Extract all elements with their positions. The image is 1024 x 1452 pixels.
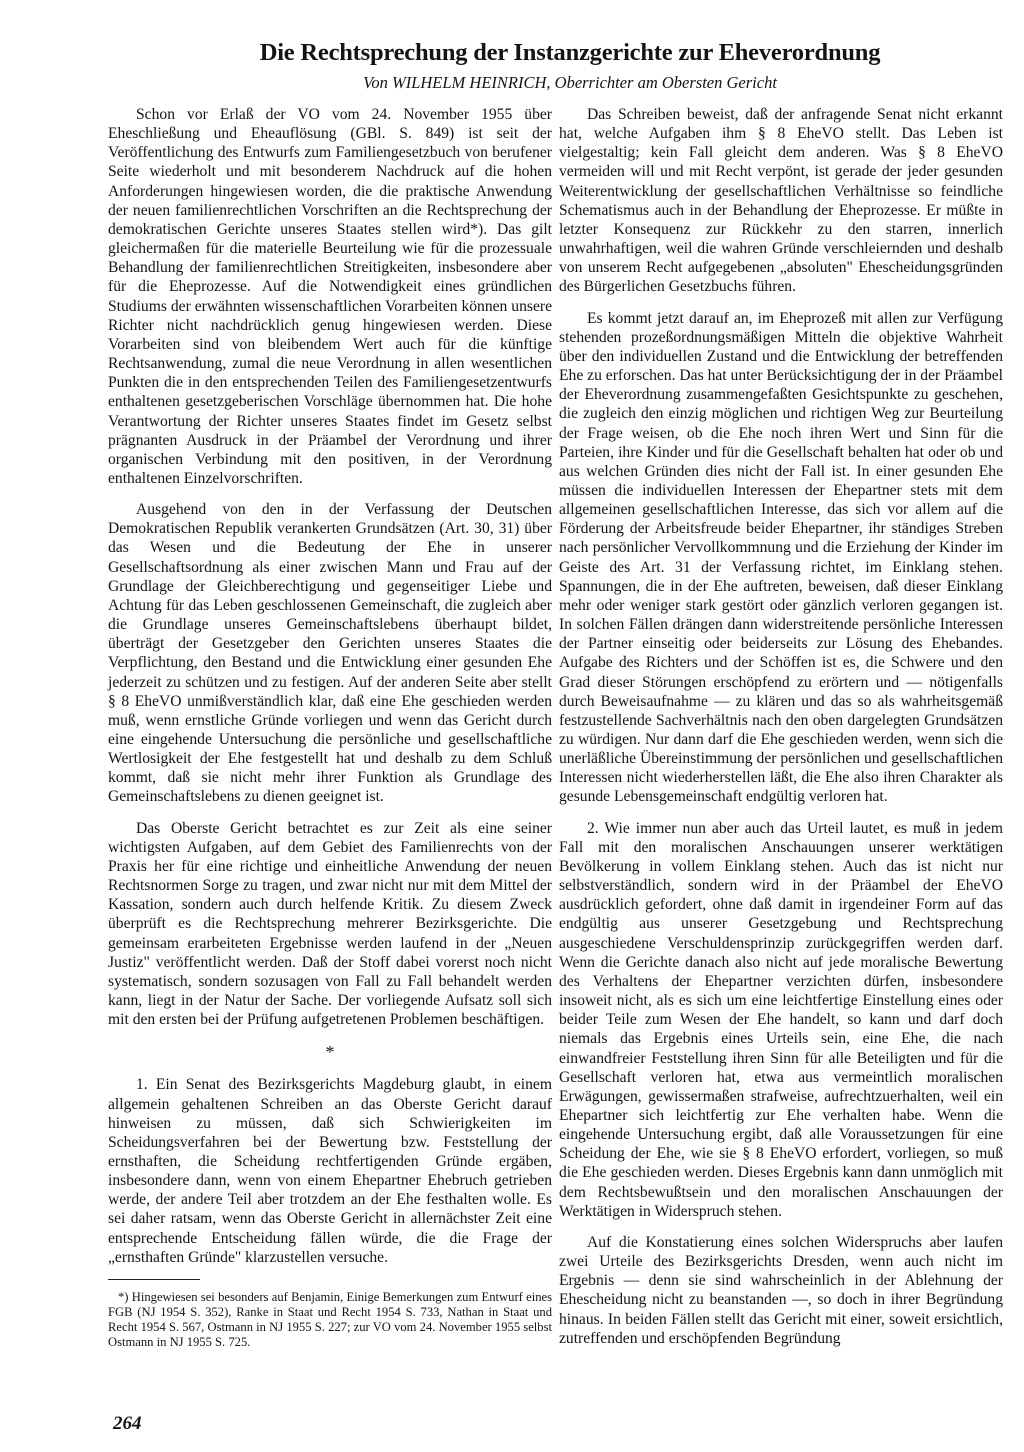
footnote-rule [108,1279,200,1280]
footnote: *) Hingewiesen sei besonders auf Benjamin, Einige Bemerkungen zum Entwurf eines FGB (NJ 1954 S. 352), Ranke in Staat und Recht 1954 S. 733, Nathan in Staat und Recht 1954 S. 567, Ostmann in NJ 1955 S. 227; zur VO vom 24. November 1955 selbst Ostmann in NJ 1955 S. 725. [108,1289,552,1349]
paragraph: Ausgehend von den in der Verfassung der Deutschen Demokratischen Republik verankerten Grundsätzen (Art. 30, 31) über das Wesen und die Bedeutung der Ehe in unserer Gesellschaftsordnung als einer zwischen Mann und Frau auf der Grundlage der Gleichberechtigung und gegenseitiger Liebe und Achtung für das Leben geschlossenen Gemeinschaft, die zugleich aber die Grundlage unseres Gemeinschaftslebens überhaupt bildet, überträgt der Gesetzgeber den Gerichten unseres Staates die Verpflichtung, den Bestand und die Entwicklung einer gesunden Ehe jederzeit zu schützen und zu festigen. Auf der anderen Seite aber stellt § 8 EheVO unmißverständlich klar, daß eine Ehe geschieden werden muß, wenn ernstliche Gründe vorliegen und wenn das Gericht durch eine eingehende Untersuchung die persönliche und gesellschaftliche Wertlosigkeit der Ehe festgestellt hat und deshalb zu dem Schluß kommt, daß sie nicht mehr ihrer Funktion als Grundlage des Gemeinschaftslebens zu dienen geeignet ist. [108,501,552,806]
paragraph: Auf die Konstatierung eines solchen Widerspruchs aber laufen zwei Urteile des Bezirksgerichts Dresden, wenn auch nicht im Ergebnis — denn sie sind wahrscheinlich in der Ablehnung der Ehescheidung nicht zu beanstanden —, so doch in ihrer Begründung hinaus. In beiden Fällen stellt das Gericht mit einer, soweit ersichtlich, zutreffenden und erschöpfenden Begründung [559,1233,1003,1347]
paragraph: Das Oberste Gericht betrachtet es zur Zeit als eine seiner wichtigsten Aufgaben, auf dem Gebiet des Familienrechts von der Praxis her für eine richtige und einheitliche Anwendung der neuen Rechtsnormen Sorge zu tragen, und zwar nicht nur mit dem Mittel der Kassation, sondern auch durch helfende Kritik. Zu diesem Zweck überprüft es die Rechtsprechung mehrerer Bezirksgerichte. Die gemeinsam erarbeiteten Ergebnisse werden laufend in der „Neuen Justiz" veröffentlicht werden. Daß der Stoff dabei vorerst noch nicht systematisch, sondern sozusagen von Fall zu Fall behandelt werden kann, liegt in der Natur der Sache. Der vorliegende Aufsatz soll sich mit den ersten bei der Prüfung aufgetretenen Problemen beschäftigen. [108,819,552,1029]
right-column [559,105,1003,1360]
paragraph: Schon vor Erlaß der VO vom 24. November 1955 über Eheschließung und Eheauflösung (GBl. S. 849) ist seit der Veröffentlichung des Entwurfs zum Familiengesetzbuch von berufener Seite wiederholt und mit besonderem Nachdruck auf die hohen Anforderungen hingewiesen worden, die die praktische Anwendung der neuen familienrechtlichen Vorschriften an die Rechtsprechung der demokratischen Gerichte unseres Staates stellen wird*). Das gilt gleichermaßen für die materielle Beurteilung wie für die prozessuale Behandlung der familienrechtlichen Streitigkeiten, insbesondere aber für die Eheprozesse. Auf die Notwendigkeit eines gründlichen Studiums der erwähnten wissenschaftlichen Vorarbeiten können unsere Richter nicht nachdrücklich genug hingewiesen werden. Diese Vorarbeiten sind von bleibendem Wert auch für die künftige Rechtsanwendung, zumal die neue Verordnung in allen wesentlichen Punkten die in den entsprechenden Teilen des Familiengesetzentwurfs enthaltenen gesetzgeberischen Vorschläge übernommen hat. Die hohe Verantwortung der Richter unseres Staates findet im Gesetz selbst prägnanten Ausdruck in der Präambel der Verordnung und ihrer organischen Verbindung mit den positiven, in der Verordnung enthaltenen Einzelvorschriften. [108,106,552,487]
paragraph: Das Schreiben beweist, daß der anfragende Senat nicht erkannt hat, welche Aufgaben ihm § 8 EheVO stellt. Das Leben ist vielgestaltig; kein Fall gleicht dem anderen. Was § 8 EheVO vermeiden will und mit Recht verpönt, ist gerade der jeder gesunden Weiterentwicklung der gesellschaftlichen Verhältnisse so feindliche Schematismus auch in der Behandlung der Eheprozesse. Er müßte in letzter Konsequenz zur Rückkehr zu den starren, innerlich unwahrhaftigen, weil die wahren Gründe verschleiernden und deshalb von unserem Recht aufgegebenen „absoluten" Ehescheidungsgründen des Bürgerlichen Gesetzbuchs führen. [559,106,1003,296]
paragraph: 2. Wie immer nun aber auch das Urteil lautet, es muß in jedem Fall mit den moralischen Anschauungen unserer werktätigen Bevölkerung in vollem Einklang stehen. Auch das ist nicht nur selbstverständlich, sondern wird in der Präambel der EheVO ausdrücklich gefordert, ohne daß damit in irgendeiner Form auf das endgültig aus unserer Gesetzgebung und Rechtsprechung ausgeschiedene Verschuldensprinzip zurückgegriffen werden darf. Wenn die Gerichte danach also nicht auf jede moralische Bewertung des Verhaltens der Ehepartner verzichten dürfen, insbesondere insoweit nicht, als es sich um eine leichtfertige Einstellung eines oder beider Teile zum Wesen der Ehe handelt, so kann und darf doch niemals das Ergebnis eines Urteils sein, eine Ehe, die nach einwandfreier Feststellung ihren Sinn für alle Beteiligten und für die Gesellschaft verloren hat, etwa aus vermeintlich moralischen Erwägungen, gewissermaßen strafweise, aufrechtzuerhalten, weil ein Ehepartner sich leichtfertig zur Ehe verhalten habe. Wenn die eingehende Untersuchung ergibt, daß alle Voraussetzungen für eine Scheidung der Ehe, wie sie § 8 EheVO erfordert, vorliegen, so muß die Ehe geschieden werden. Dieses Ergebnis kann dann unmöglich mit dem Rechtsbewußtsein und den moralischen Anschauungen der Werktätigen in Widerspruch stehen. [559,819,1003,1220]
left-column [108,105,552,1350]
paragraph: Es kommt jetzt darauf an, im Eheprozeß mit allen zur Verfügung stehenden prozeßordnungsmäßigen Mitteln die objektive Wahrheit über den individuellen Zustand und die Entwicklung der betreffenden Ehe zu erforschen. Das hat unter Berücksichtigung der in der Präambel der Eheverordnung zusammengefaßten Gesichtspunkte zu geschehen, die zugleich den einzig möglichen und richtigen Weg zur Beurteilung der Frage weisen, ob die Ehe noch ihren Wert und Sinn für die Parteien, ihre Kinder und für die Gesellschaft behalten hat oder ob und aus welchen Gründen dies nicht der Fall ist. In einer gesunden Ehe müssen die individuellen Interessen der Ehepartner stets mit dem allgemeinen gesellschaftlichen Interesse, das sich vor allem auf die Förderung der Arbeitsfreude beider Ehepartner, ihr ständiges Streben nach persönlicher Vervollkommnung und die Erziehung der Kinder im Geiste des Art. 31 der Verfassung richtet, im Einklang stehen. Spannungen, die in der Ehe auftreten, beweisen, daß dieser Einklang mehr oder weniger stark gestört oder gänzlich verloren gegangen ist. In solchen Fällen drängen dann widerstreitende persönliche Interessen der Partner einseitig oder beiderseits zur Lösung des Ehebandes. Aufgabe des Richters und der Schöffen ist es, die Schwere und den Grad dieser Störungen erschöpfend zu erörtern und — nötigenfalls durch Beweisaufnahme — zu klären und das so als wahrheitsgemäß festzustellende Sachverhältnis nach den oben dargelegten Grundsätzen zu würdigen. Nur dann darf die Ehe geschieden werden, wenn sich die unerläßliche Übereinstimmung der persönlichen und gesellschaftlichen Interessen nicht wiederherstellen läßt, die Ehe also ihren Charakter als gesunde Lebensgemeinschaft endgültig verloren hat. [559,309,1003,806]
page-number: 264 [113,1413,142,1434]
article-title: Die Rechtsprechung der Instanzgerichte zur Eheverordnung [259,39,881,66]
paragraph: 1. Ein Senat des Bezirksgerichts Magdeburg glaubt, in einem allgemein gehaltenen Schreiben an das Oberste Gericht darauf hinweisen zu müssen, daß sich Schwierigkeiten im Scheidungsverfahren bei der Bewertung bzw. Feststellung der ernsthaften, die Scheidung rechtfertigenden Gründe ergäben, insbesondere dann, wenn von einem Ehepartner Ehebruch getrieben werde, der andere Teil aber trotzdem an der Ehe festhalten wolle. Es sei daher ratsam, wenn das Oberste Gericht in allernächster Zeit eine entsprechende Entscheidung fällen würde, die die Frage der „ernsthaften Gründe" klarzustellen versuche. [108,1076,552,1266]
article-byline: Von WILHELM HEINRICH, Oberrichter am Obersten Gericht [363,73,777,92]
section-divider: * [325,1042,335,1063]
